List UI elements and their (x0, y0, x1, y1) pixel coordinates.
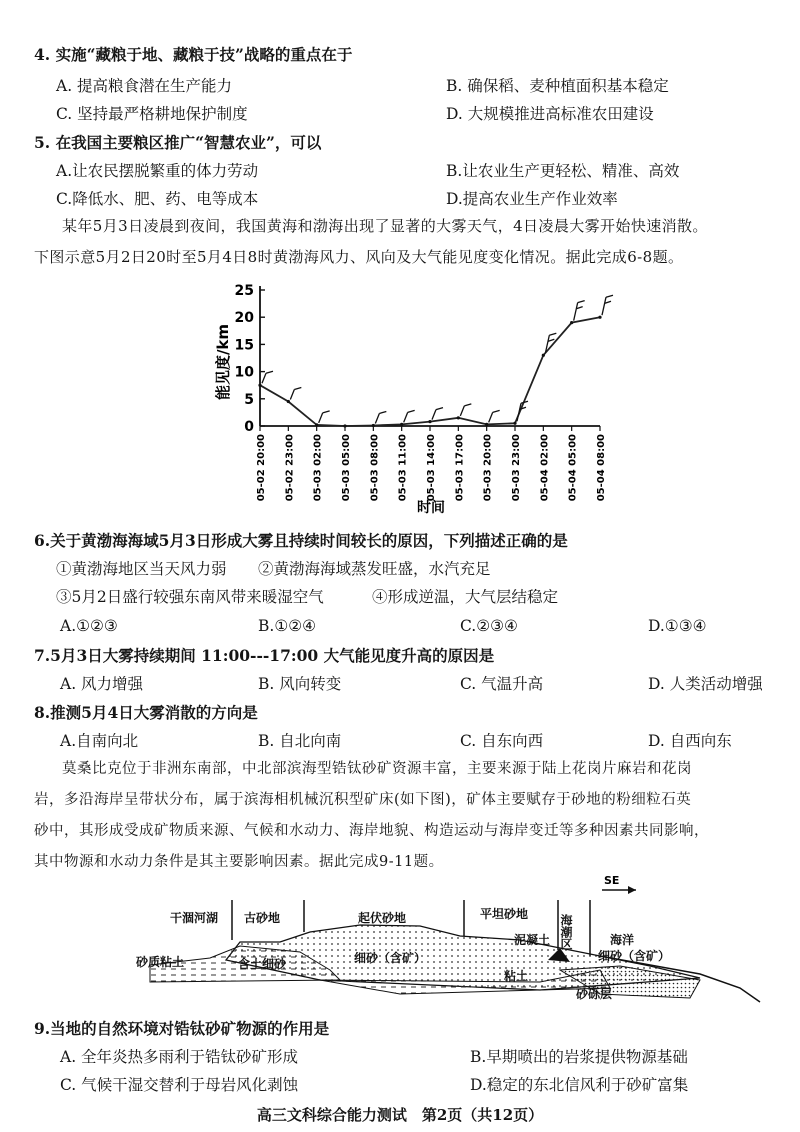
data-point (315, 423, 318, 426)
y-tick-label: 0 (244, 419, 254, 435)
wind-barb-staff (432, 410, 436, 420)
direction-indicator (602, 874, 636, 894)
q6-item-1: ①黄渤海地区当天风力弱 (56, 560, 227, 578)
y-tick-label: 20 (234, 310, 254, 327)
q6-item-2: ②黄渤海海域蒸发旺盛，水汽充足 (258, 560, 491, 578)
label-clay: 粘土 (504, 969, 529, 983)
y-tick-label: 25 (234, 283, 254, 299)
data-point (258, 384, 261, 387)
chart-x-label: 时间 (417, 500, 445, 516)
wind-barb-flag (549, 333, 556, 335)
chart-x-ticks (256, 426, 607, 501)
wind-barb-staff (319, 413, 323, 423)
passage1-line-2: 下图示意5月2日20时至5月4日8时黄渤海风力、风向及大气能见度变化情况。据此完成6-8题。 (34, 248, 684, 266)
wind-barb (319, 411, 330, 423)
page-footer: 高三文科综合能力测试 第2页（共12页） (256, 1106, 544, 1124)
label-gravel: 砂砾层 (576, 987, 613, 1001)
wind-barb (432, 408, 443, 420)
chart-y-label: 能见度/km (214, 323, 232, 401)
data-point (372, 424, 375, 427)
wind-barb-staff (460, 406, 464, 416)
x-tick-label: 05-04 02:00 (539, 434, 551, 502)
wind-barb (290, 388, 301, 400)
wind-barb-flag (548, 339, 554, 341)
q8-option-b: B. 自北向南 (258, 732, 342, 750)
q7-option-b: B. 风向转变 (258, 675, 342, 693)
q4-option-a: A. 提高粮食潜在生产能力 (56, 77, 233, 95)
data-point (343, 424, 346, 427)
wind-barb (489, 410, 500, 422)
q5-option-c: C.降低水、肥、药、电等成本 (56, 190, 259, 208)
q7-stem: 7.5月3日大雾持续期间 11:00---17:00 大气能见度升高的原因是 (34, 646, 495, 665)
zone-dry-lake: 干涸河湖 (170, 911, 219, 925)
q9-option-c: C. 气候干湿交替利于母岩风化剥蚀 (60, 1076, 299, 1094)
direction-label: SE (604, 874, 620, 887)
q6-item-3: ③5月2日盛行较强东南风带来暖湿空气 (56, 588, 324, 606)
q7-option-d: D. 人类活动增强 (648, 675, 763, 693)
label-fine-sand-ore-2: 细砂（含矿） (598, 949, 671, 963)
q6-option-a: A.①②③ (60, 617, 118, 635)
q9-option-b: B.早期喷出的岩浆提供物源基础 (470, 1048, 688, 1066)
passage2-line-4: 其中物源和水动力条件是其主要影响因素。据此完成9-11题。 (34, 854, 444, 870)
q5-option-b: B.让农业生产更轻松、精准、高效 (446, 162, 680, 180)
q6-option-b: B.①②④ (258, 617, 317, 635)
wind-barb-staff (489, 412, 493, 422)
q4-option-b: B. 确保稻、麦种植面积基本稳定 (446, 77, 669, 95)
passage2-line-1: 莫桑比克位于非洲东南部，中北部滨海型锆钛砂矿资源丰富，主要来源于陆上花岗片麻岩和花岗 (62, 761, 692, 777)
q9-option-a: A. 全年炎热多雨利于锆钛砂矿形成 (60, 1048, 299, 1066)
wind-barb-flag (577, 307, 583, 309)
wind-barb-flag (408, 410, 415, 412)
wind-barb-flag (605, 301, 611, 303)
x-tick-label: 05-03 17:00 (454, 434, 466, 502)
label-sandy-clay: 砂质粘土 (136, 955, 185, 969)
data-point (570, 321, 573, 324)
q4-option-d: D. 大规模推进高标准农田建设 (446, 105, 654, 123)
q5-stem: 5. 在我国主要粮区推广“智慧农业”，可以 (34, 133, 322, 152)
wind-barb-staff (375, 413, 379, 423)
wind-barb-flag (493, 410, 500, 412)
wind-barb-flag (266, 371, 273, 373)
x-tick-label: 05-04 05:00 (567, 434, 579, 502)
label-concrete: 泥凝土 (514, 933, 551, 947)
wind-barb-staff (290, 390, 294, 400)
q8-option-d: D. 自西向东 (648, 732, 732, 750)
wind-barb (375, 411, 386, 423)
passage2-line-3: 砂中，其形成受成矿物质来源、气候和水动力、海岸地貌、构造运动与海岸变迁等多种因素共同影响， (34, 823, 709, 839)
wind-barb-flag (294, 388, 301, 390)
x-tick-label: 05-03 08:00 (369, 434, 381, 502)
data-point (598, 316, 601, 319)
wind-barb (574, 301, 585, 321)
data-point (457, 416, 460, 419)
wind-barb (262, 371, 273, 383)
wind-barb-flag (323, 411, 330, 413)
q4-stem: 4. 实施“藏粮于地、藏粮于技”战略的重点在于 (34, 45, 353, 64)
zone-tidal: 海潮区 (559, 914, 573, 950)
q4-option-c: C. 坚持最严格耕地保护制度 (56, 105, 248, 123)
x-tick-label: 05-03 02:00 (312, 434, 324, 502)
y-tick-label: 10 (234, 364, 254, 381)
wind-barb (602, 295, 613, 315)
x-tick-label: 05-03 20:00 (482, 434, 494, 502)
zone-undulating-sand: 起伏砂地 (358, 911, 407, 925)
wind-barb-flag (436, 408, 443, 410)
q8-option-c: C. 自东向西 (460, 732, 544, 750)
q8-stem: 8.推测5月4日大雾消散的方向是 (34, 703, 258, 722)
x-tick-label: 05-03 11:00 (397, 434, 409, 502)
zone-ocean: 海洋 (610, 933, 635, 947)
x-tick-label: 05-02 23:00 (284, 434, 296, 502)
zone-ancient-sand: 古砂地 (244, 911, 281, 925)
x-tick-label: 05-03 23:00 (511, 434, 522, 502)
q6-stem: 6.关于黄渤海海域5月3日形成大雾且持续时间较长的原因，下列描述正确的是 (34, 531, 568, 550)
passage1-line-1: 某年5月3日凌晨到夜间，我国黄海和渤海出现了显著的大雾天气，4日凌晨大雾开始快速消散。 (62, 217, 708, 235)
wind-barb (404, 410, 415, 422)
x-tick-label: 05-03 14:00 (426, 434, 437, 502)
q5-option-d: D.提高农业生产作业效率 (446, 190, 618, 208)
q8-option-a: A.自南向北 (60, 732, 139, 750)
visibility-series-line (260, 317, 600, 426)
q7-option-c: C. 气温升高 (460, 675, 544, 693)
y-tick-label: 5 (244, 391, 254, 408)
label-fine-sand-ore: 细砂（含矿） (354, 951, 427, 965)
deposit-cross-section (0, 870, 800, 1010)
q9-option-d: D.稳定的东北信风利于砂矿富集 (470, 1076, 689, 1094)
y-tick-label: 15 (234, 337, 254, 354)
visibility-chart (0, 280, 800, 520)
data-point (542, 354, 545, 357)
wind-barb-staff (602, 297, 606, 315)
wind-barb-staff (574, 303, 578, 321)
wind-barb (460, 404, 471, 416)
x-tick-label: 05-02 20:00 (256, 434, 267, 502)
q6-option-c: C.②③④ (460, 617, 518, 635)
wind-barb-flag (379, 411, 386, 413)
x-tick-label: 05-03 05:00 (341, 434, 352, 502)
wind-barb-flag (606, 295, 613, 297)
q7-option-a: A. 风力增强 (60, 675, 144, 693)
chart-axes (260, 286, 600, 426)
data-point (287, 400, 290, 403)
wind-barb-flag (464, 404, 471, 406)
passage2-line-2: 岩，多沿海岸呈带状分布，属于滨海相机械沉积型矿床(如下图)，矿体主要赋存于砂地的粉细粒石英 (34, 792, 692, 808)
q6-option-d: D.①③④ (648, 617, 707, 635)
zone-flat-sand: 平坦砂地 (480, 907, 529, 921)
data-point (485, 423, 488, 426)
x-tick-label: 05-04 08:00 (596, 434, 607, 502)
data-point (428, 420, 431, 423)
data-point (513, 422, 516, 425)
label-soil-fine-sand: 含土细砂 (238, 957, 287, 971)
q5-option-a: A.让农民摆脱繁重的体力劳动 (56, 162, 259, 180)
wind-barb-flag (578, 301, 585, 303)
wind-barb-staff (262, 373, 266, 383)
wind-barbs (262, 295, 613, 423)
chart-points (258, 316, 601, 428)
wind-barb-staff (404, 412, 408, 422)
q6-item-4: ④形成逆温，大气层结稳定 (372, 588, 559, 606)
data-point (400, 423, 403, 426)
q9-stem: 9.当地的自然环境对锆钛砂矿物源的作用是 (34, 1019, 330, 1038)
